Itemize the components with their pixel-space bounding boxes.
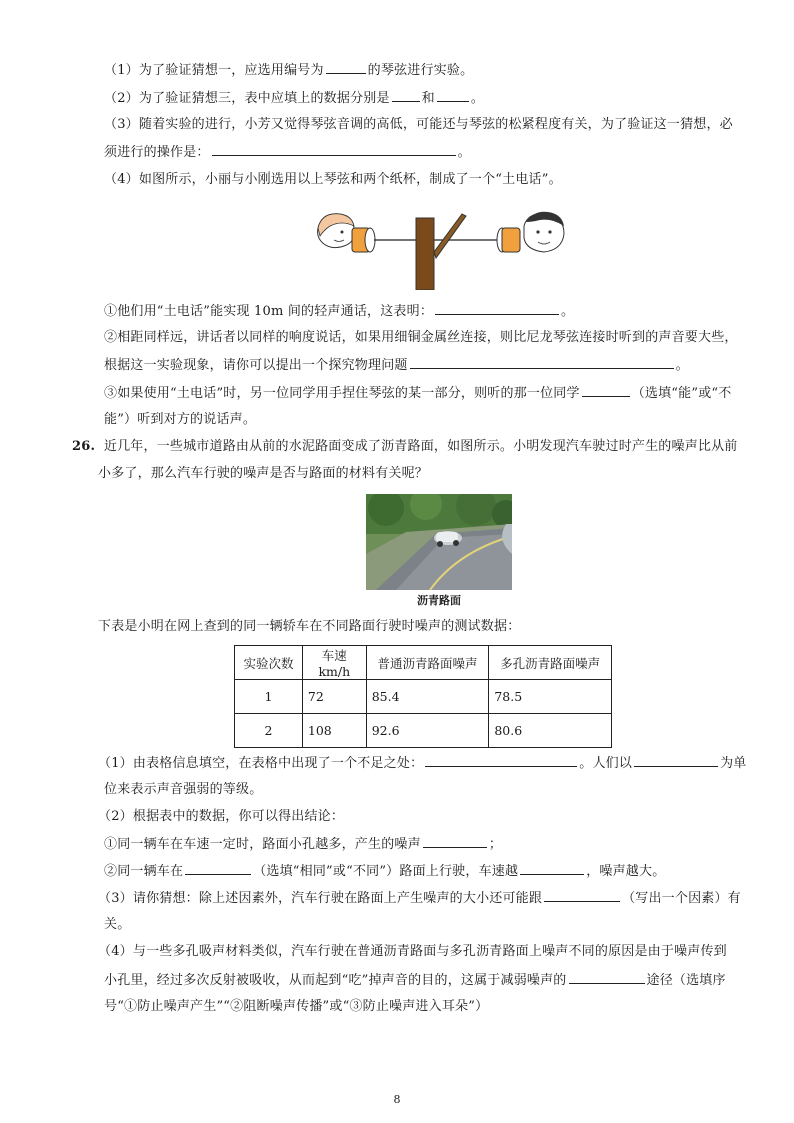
- paper-cup-icon: [352, 228, 375, 252]
- table-row: [235, 714, 612, 748]
- q25-part2: （2）为了验证猜想三，表中应填上的数据分别是 和 。: [104, 91, 485, 106]
- q25-part3-line1: （3）随着实验的进行，小芳又觉得琴弦音调的高低，可能还与琴弦的松紧程度有关，为了验证这一猜想，必: [104, 117, 733, 132]
- q25-subq3-line2: 能”）听到对方的说话声。: [104, 412, 257, 427]
- q26-part2-conclusion1: ①同一辆车在车速一定时，路面小孔越多，产生的噪声 ；: [104, 837, 503, 852]
- boy-face-icon: [524, 212, 564, 252]
- q26-part3-line2: 关。: [104, 917, 131, 932]
- answer-blank[interactable]: [634, 754, 718, 767]
- table-cell: 72: [302, 680, 366, 714]
- table-row: [235, 680, 612, 714]
- table-cell: 78.5: [489, 680, 612, 714]
- table-header-cell: 多孔沥青路面噪声: [489, 646, 612, 680]
- asphalt-road-photo: [366, 494, 512, 590]
- q26-intro-line1: 26. 近几年，一些城市道路由从前的水泥路面变成了沥青路面，如图所示。小明发现汽车驶过时产生的噪声比从前: [72, 439, 738, 454]
- wooden-post-icon: [416, 214, 466, 290]
- q26-part4-line1: （4）与一些多孔吸声材料类似，汽车行驶在普通沥青路面与多孔沥青路面上噪声不同的原因是由于噪声传到: [98, 944, 727, 959]
- table-cell: 108: [302, 714, 366, 748]
- answer-blank[interactable]: [520, 862, 584, 875]
- answer-blank[interactable]: [437, 89, 469, 102]
- q25-subq2-line2: 根据这一实验现象，请你可以提出一个探究物理问题 。: [104, 358, 689, 373]
- answer-blank[interactable]: [185, 862, 251, 875]
- q26-part1-line1: （1）由表格信息填空，在表格中出现了一个不足之处： 。人们以 为单: [98, 756, 747, 771]
- table-cell: 85.4: [366, 680, 489, 714]
- q26-part2: （2）根据表中的数据，你可以得出结论：: [98, 809, 345, 824]
- answer-blank[interactable]: [423, 835, 487, 848]
- noise-data-table: [234, 645, 612, 748]
- answer-blank[interactable]: [569, 971, 645, 984]
- question-number: 26.: [72, 439, 96, 454]
- q25-part1: （1）为了验证猜想一，应选用编号为 的琴弦进行实验。: [104, 63, 474, 78]
- table-cell: 80.6: [489, 714, 612, 748]
- answer-blank[interactable]: [326, 61, 366, 74]
- answer-blank[interactable]: [544, 889, 620, 902]
- answer-blank[interactable]: [425, 754, 577, 767]
- page-number: 8: [393, 1093, 401, 1106]
- table-cell: 2: [235, 714, 303, 748]
- answer-blank[interactable]: [435, 302, 559, 315]
- string-telephone-figure: [312, 208, 574, 290]
- table-header-cell: 普通沥青路面噪声: [366, 646, 489, 680]
- table-header-row: [235, 646, 612, 680]
- q25-subq1: ①他们用“土电话”能实现 10m 间的轻声通话，这表明： 。: [104, 304, 575, 319]
- table-header-cell: 车速km/h: [302, 646, 366, 680]
- car-icon: [434, 531, 462, 547]
- q26-part2-conclusion2: ②同一辆车在 （选填“相同”或“不同”）路面上行驶，车速越 ，噪声越大。: [104, 864, 666, 879]
- q25-subq2-line1: ②相距同样远，讲话者以同样的响度说话，如果用细铜金属丝连接，则比尼龙琴弦连接时听到的声音要大些，: [104, 330, 738, 345]
- q26-part1-line2: 位来表示声音强弱的等级。: [104, 782, 263, 797]
- q26-intro-line2: 小多了，那么汽车行驶的噪声是否与路面的材料有关呢？: [98, 466, 429, 481]
- table-cell: 92.6: [366, 714, 489, 748]
- paper-cup-icon: [497, 228, 520, 252]
- q25-part4: （4）如图所示，小丽与小刚选用以上琴弦和两个纸杯，制成了一个“土电话”。: [104, 172, 562, 187]
- answer-blank[interactable]: [392, 89, 420, 102]
- table-cell: 1: [235, 680, 303, 714]
- q26-part4-line3: 号“①防止噪声产生”“②阻断噪声传播”或“③防止噪声进入耳朵”）: [104, 999, 489, 1014]
- q26-table-intro: 下表是小明在网上查到的同一辆轿车在不同路面行驶时噪声的测试数据：: [98, 619, 521, 634]
- q26-part4-line2: 小孔里，经过多次反射被吸收，从而起到“吃”掉声音的目的，这属于减弱噪声的 途径（选填序: [104, 973, 726, 988]
- q25-part3-line2: 须进行的操作是： 。: [104, 145, 471, 160]
- girl-face-icon: [318, 214, 355, 248]
- answer-blank[interactable]: [582, 384, 630, 397]
- answer-blank[interactable]: [212, 143, 456, 156]
- q25-subq3-line1: ③如果使用“土电话”时，另一位同学用手捏住琴弦的某一部分，则听的那一位同学 （选填“能”或“不: [104, 386, 732, 401]
- photo-caption: 沥青路面: [417, 594, 461, 607]
- table-header-cell: 实验次数: [235, 646, 303, 680]
- q26-part3-line1: （3）请你猜想：除上述因素外，汽车行驶在路面上产生噪声的大小还可能跟 （写出一个因素）有: [98, 891, 741, 906]
- answer-blank[interactable]: [410, 356, 674, 369]
